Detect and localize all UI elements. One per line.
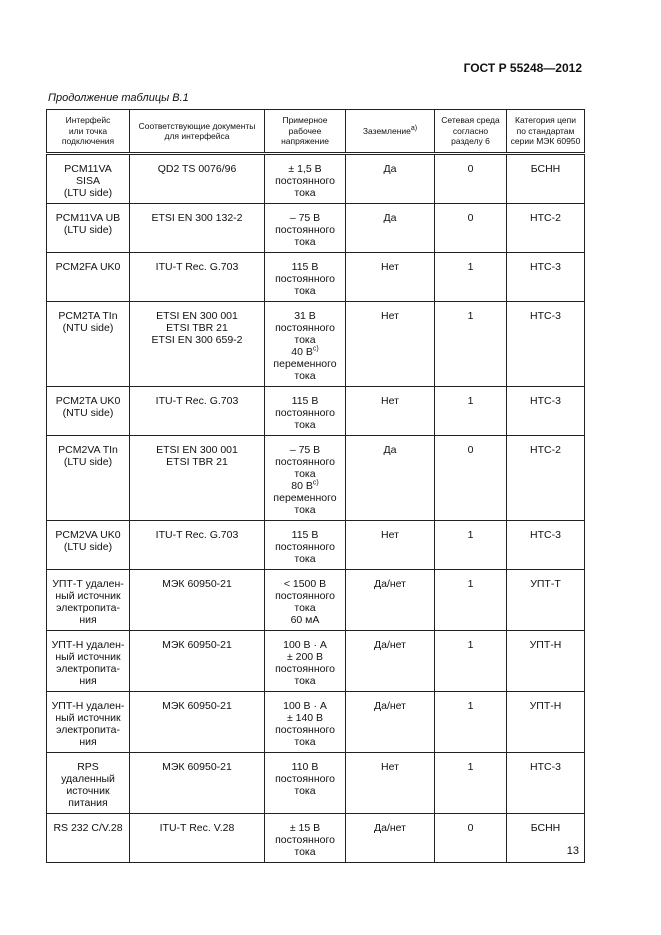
cell-grounding: Да — [346, 154, 435, 204]
cell-documents: МЭК 60950-21 — [130, 570, 265, 631]
voltage-dc: ± 1,5 В постоянного тока — [275, 163, 335, 199]
cell-interface: RPS удаленный источник питания — [47, 753, 130, 814]
voltage-ac — [267, 480, 343, 516]
voltage-dc: 100 В · А ± 140 В постоянного тока — [275, 700, 335, 748]
cell-interface: PCM11VA UB (LTU side) — [47, 204, 130, 253]
cell-interface: PCM11VA SISA (LTU side) — [47, 154, 130, 204]
cell-grounding: Да/нет — [346, 692, 435, 753]
cell-voltage — [265, 631, 346, 692]
cell-documents: ETSI EN 300 132-2 — [130, 204, 265, 253]
cell-environment: 0 — [435, 204, 507, 253]
voltage-ac-unit: переменного тока — [273, 492, 337, 516]
table-row — [47, 204, 585, 253]
cell-voltage — [265, 692, 346, 753]
voltage-ac-unit: переменного тока — [273, 358, 337, 382]
cell-grounding: Да — [346, 204, 435, 253]
cell-category: БСНН — [507, 154, 585, 204]
cell-category: НТС-3 — [507, 521, 585, 570]
cell-category: НТС-3 — [507, 253, 585, 302]
cell-voltage — [265, 814, 346, 863]
voltage-interfaces-table — [46, 109, 585, 863]
cell-voltage — [265, 204, 346, 253]
cell-grounding: Да/нет — [346, 814, 435, 863]
cell-voltage — [265, 154, 346, 204]
voltage-ac-footnote: c) — [312, 345, 319, 353]
header-grounding-label: Заземление — [362, 125, 411, 136]
voltage-dc: 115 В постоянного тока — [275, 529, 335, 565]
cell-environment: 1 — [435, 253, 507, 302]
grounding-footnote-mark: a) — [410, 124, 418, 132]
voltage-dc: ± 15 В постоянного тока — [275, 822, 335, 858]
cell-grounding: Нет — [346, 302, 435, 387]
cell-category: НТС-3 — [507, 302, 585, 387]
standard-code: ГОСТ Р 55248—2012 — [463, 61, 582, 75]
cell-environment: 1 — [435, 631, 507, 692]
cell-interface: PCM2FA UK0 — [47, 253, 130, 302]
voltage-dc: 115 В постоянного тока — [275, 261, 335, 297]
table-row — [47, 436, 585, 521]
voltage-dc: 31 В постоянного тока — [275, 310, 335, 346]
voltage-dc: 115 В постоянного тока — [275, 395, 335, 431]
header-environment: Сетевая среда согласно разделу 6 — [435, 110, 507, 154]
cell-documents: МЭК 60950-21 — [130, 692, 265, 753]
voltage-ac — [267, 346, 343, 382]
table-row — [47, 253, 585, 302]
voltage-dc: 100 В · А ± 200 В постоянного тока — [275, 639, 335, 687]
cell-environment: 1 — [435, 753, 507, 814]
voltage-dc: – 75 В постоянного тока — [275, 444, 335, 480]
cell-documents: ITU-T Rec. G.703 — [130, 387, 265, 436]
header-grounding — [346, 110, 435, 154]
cell-voltage — [265, 521, 346, 570]
table-header-row — [47, 110, 585, 154]
cell-documents: ITU-T Rec. G.703 — [130, 253, 265, 302]
table-row — [47, 814, 585, 863]
cell-category: УПТ-Н — [507, 631, 585, 692]
cell-environment: 0 — [435, 154, 507, 204]
cell-documents: ITU-T Rec. V.28 — [130, 814, 265, 863]
voltage-ac-value: 40 В — [291, 346, 313, 358]
cell-voltage — [265, 570, 346, 631]
cell-environment: 1 — [435, 521, 507, 570]
cell-grounding: Нет — [346, 753, 435, 814]
cell-documents: МЭК 60950-21 — [130, 631, 265, 692]
cell-interface: УПТ-Н удален- ный источник электропита- ния — [47, 631, 130, 692]
cell-category: НТС-2 — [507, 204, 585, 253]
cell-documents: МЭК 60950-21 — [130, 753, 265, 814]
table-row — [47, 631, 585, 692]
table-row — [47, 692, 585, 753]
page-number: 13 — [566, 845, 579, 857]
cell-interface: PCM2TA UK0 (NTU side) — [47, 387, 130, 436]
voltage-ac-value: 80 В — [291, 480, 313, 492]
cell-interface: RS 232 C/V.28 — [47, 814, 130, 863]
table-row — [47, 570, 585, 631]
cell-environment: 0 — [435, 814, 507, 863]
cell-environment: 1 — [435, 570, 507, 631]
cell-interface: PCM2VA UK0 (LTU side) — [47, 521, 130, 570]
table-row — [47, 753, 585, 814]
cell-documents: ETSI EN 300 001 ETSI TBR 21 — [130, 436, 265, 521]
cell-environment: 1 — [435, 302, 507, 387]
table-caption: Продолжение таблицы В.1 — [48, 92, 189, 104]
header-category: Категория цепи по стандартам серии МЭК 60950 — [507, 110, 585, 154]
cell-category: НТС-2 — [507, 436, 585, 521]
cell-grounding: Нет — [346, 521, 435, 570]
voltage-dc: – 75 В постоянного тока — [275, 212, 335, 248]
table-row — [47, 154, 585, 204]
header-voltage: Примерное рабочее напряжение — [265, 110, 346, 154]
cell-category: УПТ-Т — [507, 570, 585, 631]
cell-category: НТС-3 — [507, 753, 585, 814]
cell-grounding: Да — [346, 436, 435, 521]
cell-interface: УПТ-Н удален- ный источник электропита- ния — [47, 692, 130, 753]
cell-documents: ITU-T Rec. G.703 — [130, 521, 265, 570]
table-row — [47, 521, 585, 570]
voltage-dc: 110 В постоянного тока — [275, 761, 335, 797]
cell-documents: ETSI EN 300 001 ETSI TBR 21 ETSI EN 300 659-2 — [130, 302, 265, 387]
table-body — [47, 154, 585, 863]
header-documents: Соответствующие документы для интерфейса — [130, 110, 265, 154]
voltage-dc: < 1500 В постоянного тока 60 мА — [275, 578, 335, 626]
voltage-ac-footnote: c) — [312, 479, 319, 487]
cell-category: НТС-3 — [507, 387, 585, 436]
cell-interface: PCM2TA TIn (NTU side) — [47, 302, 130, 387]
header-interface: Интерфейс или точка подключения — [47, 110, 130, 154]
cell-category: УПТ-Н — [507, 692, 585, 753]
cell-voltage — [265, 302, 346, 387]
cell-category: БСНН — [507, 814, 585, 863]
cell-environment: 1 — [435, 692, 507, 753]
cell-voltage — [265, 253, 346, 302]
cell-grounding: Нет — [346, 387, 435, 436]
cell-grounding: Да/нет — [346, 631, 435, 692]
cell-grounding: Нет — [346, 253, 435, 302]
cell-documents: QD2 TS 0076/96 — [130, 154, 265, 204]
table-row — [47, 302, 585, 387]
cell-voltage — [265, 753, 346, 814]
cell-environment: 0 — [435, 436, 507, 521]
cell-interface: PCM2VA TIn (LTU side) — [47, 436, 130, 521]
cell-voltage — [265, 436, 346, 521]
cell-grounding: Да/нет — [346, 570, 435, 631]
cell-environment: 1 — [435, 387, 507, 436]
cell-interface: УПТ-Т удален- ный источник электропита- ния — [47, 570, 130, 631]
table-row — [47, 387, 585, 436]
cell-voltage — [265, 387, 346, 436]
